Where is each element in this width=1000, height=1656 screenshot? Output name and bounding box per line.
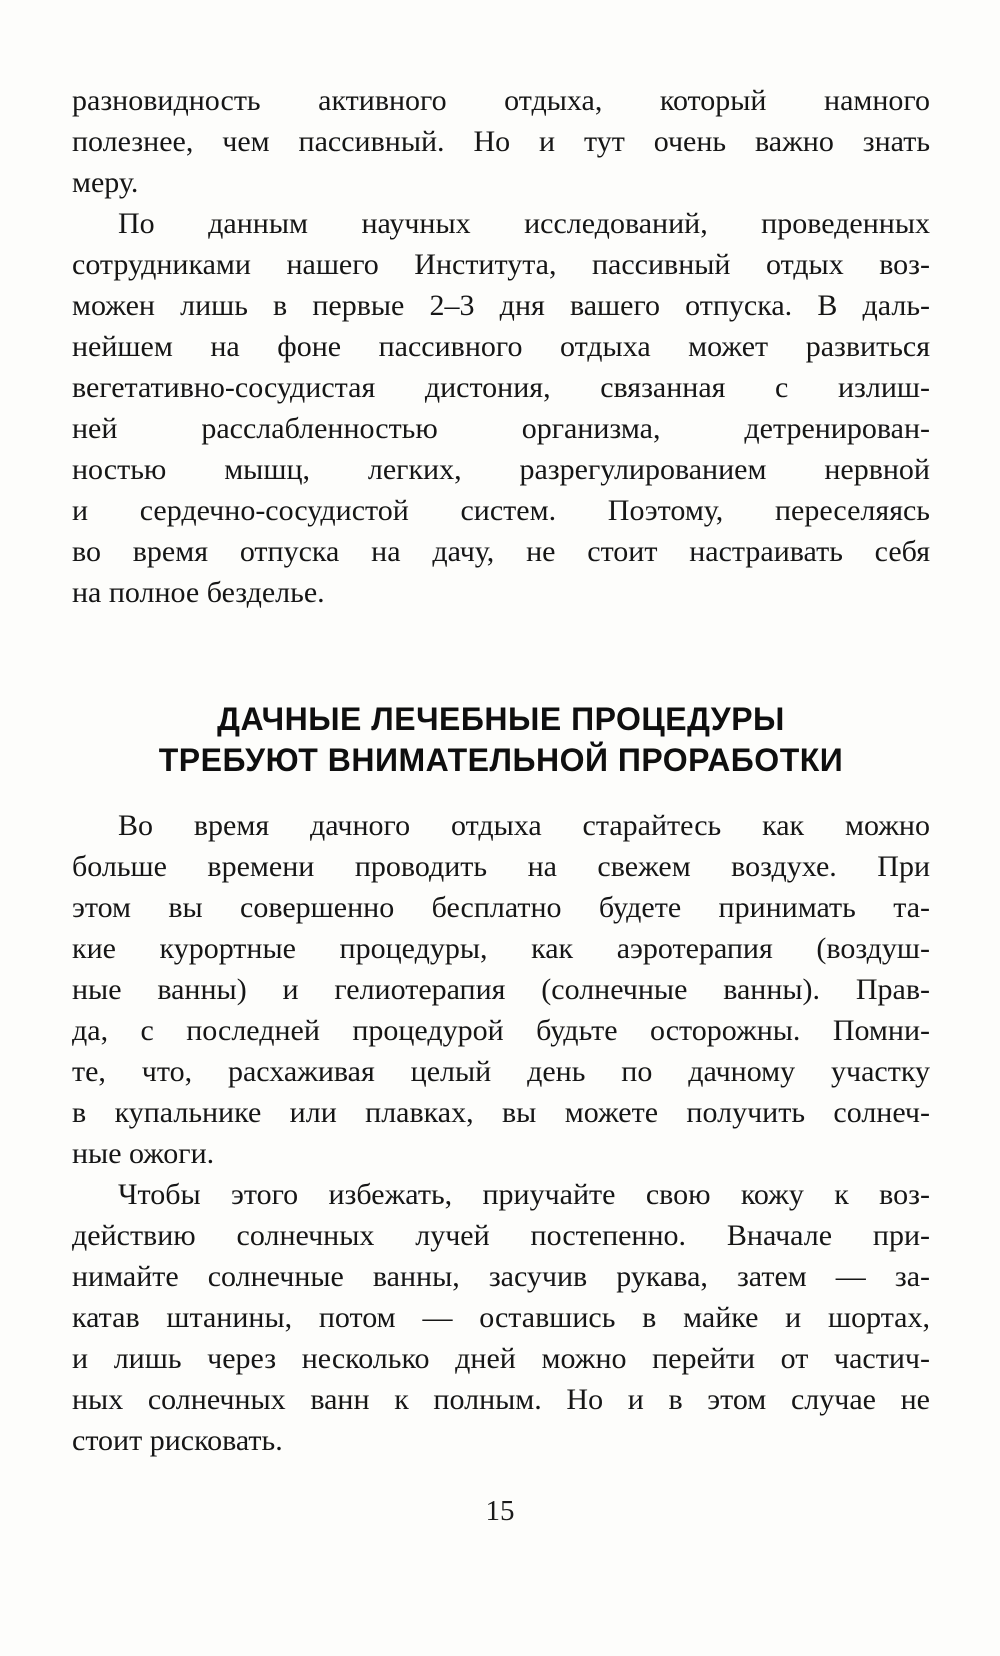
- text-line: и лишь через несколько дней можно перейти от частич-: [72, 1342, 930, 1375]
- text-block: [72, 80, 930, 1461]
- text-line: те, что, расхаживая целый день по дачному участку: [72, 1055, 930, 1088]
- text-line: катав штанины, потом — оставшись в майке и шортах,: [72, 1301, 930, 1334]
- text-line: на полное безделье.: [72, 576, 325, 609]
- text-line: стоит рисковать.: [72, 1424, 283, 1457]
- text-line: ные ванны) и гелиотерапия (солнечные ванны). Прав-: [72, 973, 930, 1006]
- section-heading-line: ТРЕБУЮТ ВНИМАТЕЛЬНОЙ ПРОРАБОТКИ: [158, 742, 844, 778]
- text-line: можен лишь в первые 2–3 дня вашего отпуска. В даль-: [72, 289, 930, 322]
- text-line: во время отпуска на дачу, не стоит настраивать себя: [72, 535, 930, 568]
- text-line: ных солнечных ванн к полным. Но и в этом случае не: [72, 1383, 930, 1416]
- text-line: полезнее, чем пассивный. Но и тут очень важно знать: [72, 125, 930, 158]
- text-line: ностью мышц, легких, разрегулированием нервной: [72, 453, 930, 486]
- text-line: нейшем на фоне пассивного отдыха может развиться: [72, 330, 930, 363]
- section-heading: [72, 699, 930, 781]
- text-line: меру.: [72, 166, 139, 199]
- text-line: да, с последней процедурой будьте осторожны. Помни-: [72, 1014, 930, 1047]
- paragraph: [72, 203, 930, 613]
- paragraph: [72, 805, 930, 1174]
- text-line: кие курортные процедуры, как аэротерапия (воздуш-: [72, 932, 930, 965]
- text-line: По данным научных исследований, проведенных: [118, 207, 930, 240]
- section-heading-line: ДАЧНЫЕ ЛЕЧЕБНЫЕ ПРОЦЕДУРЫ: [217, 701, 785, 737]
- text-line: Чтобы этого избежать, приучайте свою кожу к воз-: [118, 1178, 930, 1211]
- text-line: ней расслабленностью организма, детренирован-: [72, 412, 930, 445]
- text-line: ные ожоги.: [72, 1137, 215, 1170]
- text-line: действию солнечных лучей постепенно. Вначале при-: [72, 1219, 930, 1252]
- text-line: Во время дачного отдыха старайтесь как можно: [118, 809, 930, 842]
- text-line: вегетативно-сосудистая дистония, связанная с излиш-: [72, 371, 930, 404]
- text-line: сотрудниками нашего Института, пассивный отдых воз-: [72, 248, 930, 281]
- text-line: нимайте солнечные ванны, засучив рукава, затем — за-: [72, 1260, 930, 1293]
- page-number: 15: [485, 1495, 515, 1527]
- text-line: в купальнике или плавках, вы можете получить солнеч-: [72, 1096, 930, 1129]
- text-line: больше времени проводить на свежем воздухе. При: [72, 850, 930, 883]
- text-line: и сердечно-сосудистой систем. Поэтому, переселяясь: [72, 494, 930, 527]
- paragraph: [72, 1174, 930, 1461]
- paragraph: [72, 80, 930, 203]
- text-line: разновидность активного отдыха, который намного: [72, 84, 930, 117]
- text-line: этом вы совершенно бесплатно будете принимать та-: [72, 891, 930, 924]
